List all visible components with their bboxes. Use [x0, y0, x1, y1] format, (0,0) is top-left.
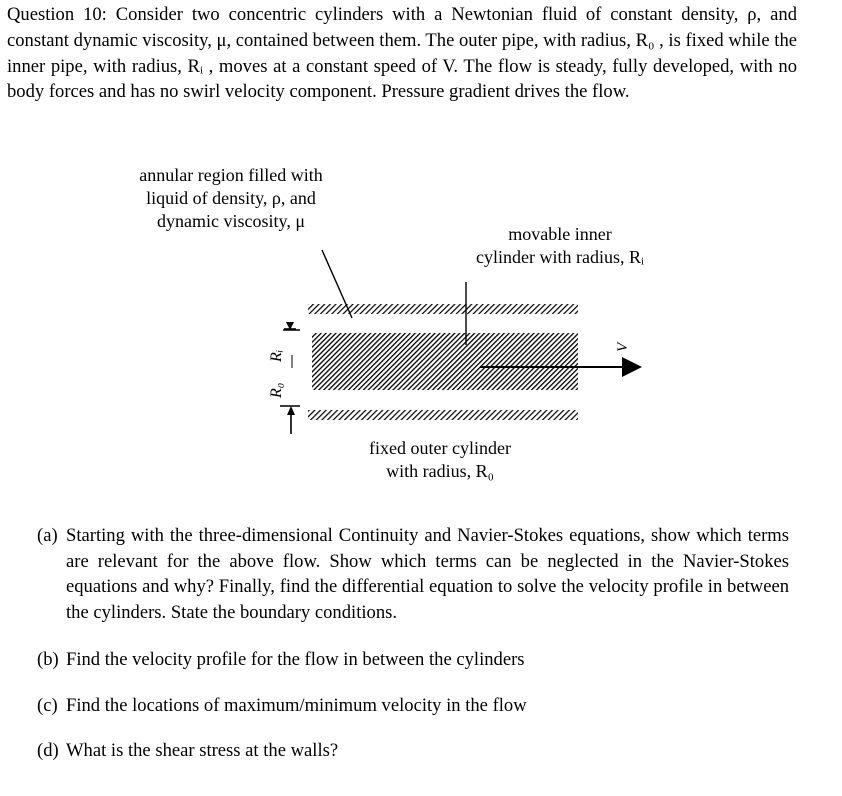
- part-b: [37, 647, 789, 673]
- outer-label-line: with radius, R₀: [386, 461, 494, 481]
- annular-label: [112, 164, 350, 233]
- part-tag: (a): [37, 525, 58, 546]
- inner-cylinder: [312, 333, 578, 390]
- outer-cylinder-label: [330, 437, 550, 483]
- part-tag: (b): [37, 649, 59, 670]
- outer-label-line: fixed outer cylinder: [369, 438, 511, 458]
- part-text: What is the shear stress at the walls?: [66, 740, 339, 761]
- part-text: Find the locations of maximum/minimum velocity in the flow: [66, 694, 527, 716]
- outer-wall-bottom: [308, 410, 578, 420]
- part-tag: (c): [37, 694, 58, 716]
- part-a: [37, 523, 789, 625]
- inner-label-line: movable inner: [508, 224, 612, 244]
- part-text: Starting with the three-dimensional Continuity and Navier-Stokes equations, show which terms are relevant for the above flow. Show which terms can be neglected in the Navier-Stokes equations and why? Finally, find the differential equation to solve the velocity profile in between the cylinders. State the boundary conditions.: [66, 525, 789, 623]
- question-parts: [37, 523, 789, 764]
- part-c: [37, 693, 789, 719]
- inner-cylinder-label: [440, 223, 680, 269]
- annular-label-line: annular region filled with: [139, 165, 323, 185]
- ri-label: Rᵢ: [268, 349, 285, 362]
- annular-label-line: dynamic viscosity, μ: [157, 211, 305, 231]
- annular-label-line: liquid of density, ρ, and: [146, 188, 316, 208]
- part-tag: (d): [37, 740, 59, 761]
- inner-label-line: cylinder with radius, Rᵢ: [476, 247, 644, 267]
- part-d: [37, 738, 789, 764]
- question-paragraph: Question 10: Consider two concentric cylinders with a Newtonian fluid of constant density, ρ, and constant dynamic viscosity, μ, contained between them. The outer pipe, with radius, R₀ , is fixed while the inner pipe, with radius, Rᵢ , moves at a constant speed of V. The flow is steady, fully developed, with no body forces and has no swirl velocity component. Pressure gradient drives the flow.: [7, 4, 797, 103]
- ro-label: R₀: [268, 382, 285, 398]
- velocity-label: V: [615, 342, 631, 352]
- part-text: Find the velocity profile for the flow in between the cylinders: [66, 649, 525, 670]
